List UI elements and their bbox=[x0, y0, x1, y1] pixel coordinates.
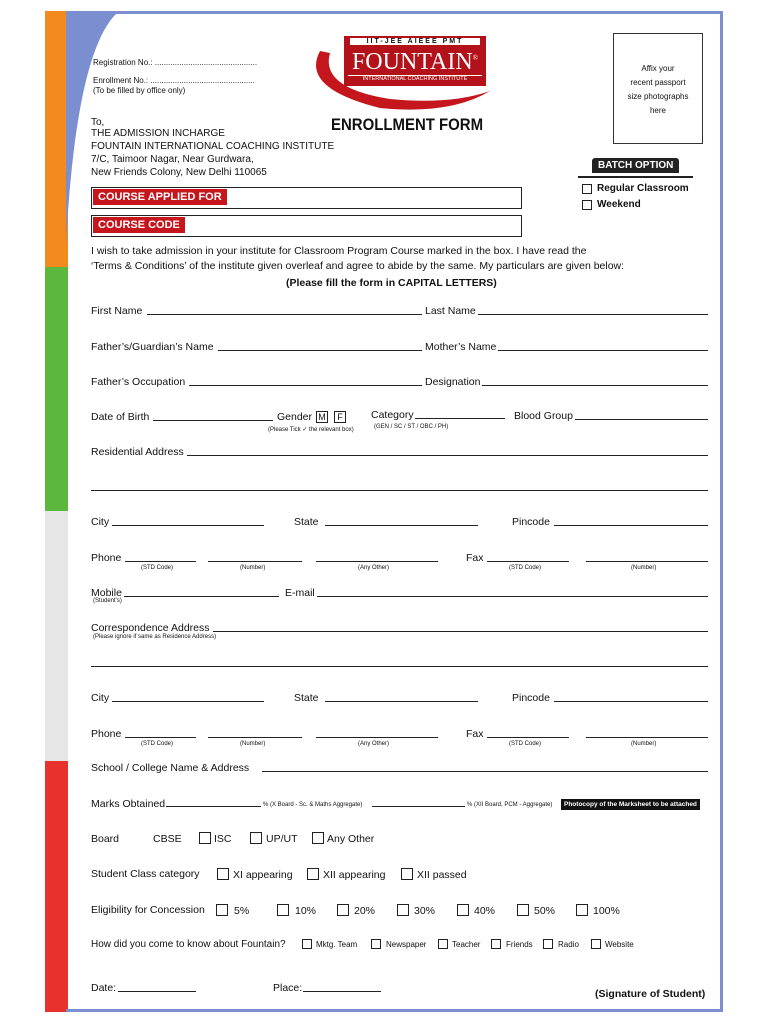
city-label: City bbox=[91, 692, 110, 704]
pincode-field-2[interactable] bbox=[554, 701, 708, 702]
place-label: Place: bbox=[273, 982, 303, 994]
std-note: (STD Code) bbox=[509, 741, 542, 747]
xii-board-note: % (XII Board, PCM - Aggregate) bbox=[467, 802, 553, 808]
gender-m-label: M bbox=[318, 412, 326, 422]
x-board-note: % (X Board - Sc. & Maths Aggregate) bbox=[263, 802, 363, 808]
xii-appearing-checkbox[interactable] bbox=[307, 868, 319, 880]
address-line: FOUNTAIN INTERNATIONAL COACHING INSTITUTE bbox=[91, 141, 335, 152]
gender-m-checkbox[interactable] bbox=[316, 411, 328, 423]
city-field-2[interactable] bbox=[112, 701, 264, 702]
first-name-field[interactable] bbox=[147, 314, 422, 315]
photo-text: recent passport bbox=[630, 78, 686, 87]
city-label: City bbox=[91, 516, 110, 528]
weekend-label: Weekend bbox=[597, 199, 641, 210]
number-note: (Number) bbox=[631, 565, 657, 571]
source-newspaper-label: Newspaper bbox=[386, 940, 427, 949]
side-bar-gray bbox=[45, 511, 68, 761]
source-newspaper-checkbox[interactable] bbox=[371, 939, 381, 949]
residential-address-field[interactable] bbox=[187, 455, 708, 456]
board-other-checkbox[interactable] bbox=[312, 832, 324, 844]
state-label: State bbox=[294, 692, 319, 704]
concession-50-checkbox[interactable] bbox=[517, 904, 529, 916]
std-note: (STD Code) bbox=[141, 565, 174, 571]
source-website-checkbox[interactable] bbox=[591, 939, 601, 949]
logo-tagline: IIT-JEE AIEEE PMT bbox=[350, 38, 480, 45]
category-note: (GEN / SC / ST / OBC / PH) bbox=[374, 424, 449, 430]
concession-100-label: 100% bbox=[593, 905, 620, 917]
xii-passed-checkbox[interactable] bbox=[401, 868, 413, 880]
any-other-note: (Any Other) bbox=[358, 741, 390, 747]
weekend-checkbox[interactable] bbox=[582, 200, 592, 210]
concession-5-checkbox[interactable] bbox=[216, 904, 228, 916]
correspondence-address-field[interactable] bbox=[213, 631, 708, 632]
registration-label: Registration No.: .............................................. bbox=[93, 58, 258, 67]
logo-name: FOUNTAIN bbox=[351, 49, 473, 75]
school-label: School / College Name & Address bbox=[91, 762, 250, 774]
marks-x-field[interactable] bbox=[166, 806, 261, 807]
concession-20-label: 20% bbox=[354, 905, 376, 917]
regular-classroom-label: Regular Classroom bbox=[597, 183, 689, 194]
std-note: (STD Code) bbox=[141, 741, 174, 747]
fax-label: Fax bbox=[466, 728, 484, 740]
source-teacher-checkbox[interactable] bbox=[438, 939, 448, 949]
source-mktg-label: Mktg. Team bbox=[316, 940, 358, 949]
category-label: Category bbox=[371, 409, 414, 421]
correspondence-note: (Please ignore if same as Residence Address) bbox=[93, 634, 217, 640]
category-field[interactable] bbox=[415, 418, 505, 419]
source-radio-label: Radio bbox=[558, 940, 579, 949]
email-label: E-mail bbox=[285, 587, 315, 599]
page-title: ENROLLMENT FORM bbox=[331, 115, 484, 134]
concession-5-label: 5% bbox=[234, 905, 250, 917]
state-field[interactable] bbox=[325, 525, 478, 526]
blood-group-field[interactable] bbox=[575, 419, 708, 420]
concession-10-label: 10% bbox=[295, 905, 317, 917]
std-note: (STD Code) bbox=[509, 565, 542, 571]
board-label: Board bbox=[91, 833, 120, 845]
address-line: New Friends Colony, New Delhi 110065 bbox=[91, 167, 267, 178]
phone-number-field[interactable] bbox=[208, 561, 302, 562]
any-other-note: (Any Other) bbox=[358, 565, 390, 571]
phone-std-field[interactable] bbox=[125, 561, 196, 562]
course-applied-label: COURSE APPLIED FOR bbox=[93, 189, 227, 205]
class-category-label: Student Class category bbox=[91, 868, 200, 880]
source-teacher-label: Teacher bbox=[452, 940, 481, 949]
board-isc-label: ISC bbox=[214, 833, 232, 845]
board-uput-label: UP/UT bbox=[266, 833, 298, 845]
mobile-label: Mobile bbox=[91, 587, 122, 599]
board-other-label: Any Other bbox=[327, 833, 375, 845]
date-label: Date: bbox=[91, 982, 117, 994]
gender-label: Gender bbox=[277, 411, 313, 423]
occupation-label: Father’s Occupation bbox=[91, 376, 186, 388]
photocopy-note: Photocopy of the Marksheet to be attached bbox=[561, 799, 700, 810]
pincode-field[interactable] bbox=[554, 525, 708, 526]
designation-label: Designation bbox=[425, 376, 481, 388]
fax-std-field-2[interactable] bbox=[487, 737, 569, 738]
xi-appearing-label: XI appearing bbox=[233, 869, 293, 881]
side-bar-orange bbox=[45, 11, 68, 267]
capitals-note: (Please fill the form in CAPITAL LETTERS) bbox=[286, 277, 497, 289]
signature-label: (Signature of Student) bbox=[595, 988, 706, 1000]
gender-f-label: F bbox=[337, 412, 343, 422]
email-field[interactable] bbox=[317, 596, 708, 597]
pincode-label: Pincode bbox=[512, 516, 550, 528]
xii-passed-label: XII passed bbox=[417, 869, 467, 881]
regular-classroom-checkbox[interactable] bbox=[582, 184, 592, 194]
photo-text: here bbox=[649, 106, 666, 115]
phone-number-field-2[interactable] bbox=[208, 737, 302, 738]
fax-std-field[interactable] bbox=[487, 561, 569, 562]
fax-label: Fax bbox=[466, 552, 484, 564]
source-mktg-checkbox[interactable] bbox=[302, 939, 312, 949]
enrollment-label: Enrollment No.: ............................................... bbox=[93, 76, 255, 85]
board-cbse-label: CBSE bbox=[153, 833, 182, 845]
concession-100-checkbox[interactable] bbox=[576, 904, 588, 916]
designation-field[interactable] bbox=[482, 385, 708, 386]
photo-text: Affix your bbox=[641, 64, 675, 73]
mother-name-label: Mother’s Name bbox=[425, 341, 497, 353]
source-friends-checkbox[interactable] bbox=[491, 939, 501, 949]
number-note: (Number) bbox=[631, 741, 657, 747]
students-note: (Student’s) bbox=[93, 598, 122, 604]
marks-label: Marks Obtained bbox=[91, 798, 166, 810]
state-field-2[interactable] bbox=[325, 701, 478, 702]
mother-name-field[interactable] bbox=[498, 350, 708, 351]
state-label: State bbox=[294, 516, 319, 528]
father-name-field[interactable] bbox=[218, 350, 422, 351]
father-name-label: Father’s/Guardian’s Name bbox=[91, 341, 214, 353]
number-note: (Number) bbox=[240, 741, 266, 747]
concession-10-checkbox[interactable] bbox=[277, 904, 289, 916]
correspondence-address-label: Correspondence Address bbox=[91, 622, 210, 634]
dob-field[interactable] bbox=[153, 420, 273, 421]
concession-30-label: 30% bbox=[414, 905, 436, 917]
source-label: How did you come to know about Fountain? bbox=[91, 939, 286, 950]
first-name-label: First Name bbox=[91, 305, 143, 317]
side-bar-green bbox=[45, 267, 68, 511]
logo bbox=[344, 36, 486, 86]
concession-40-checkbox[interactable] bbox=[457, 904, 469, 916]
marks-xii-field[interactable] bbox=[372, 806, 465, 807]
phone-other-field[interactable] bbox=[316, 561, 438, 562]
concession-50-label: 50% bbox=[534, 905, 556, 917]
city-field[interactable] bbox=[112, 525, 264, 526]
last-name-field[interactable] bbox=[478, 314, 708, 315]
place-field[interactable] bbox=[303, 991, 381, 992]
xi-appearing-checkbox[interactable] bbox=[217, 868, 229, 880]
gender-f-checkbox[interactable] bbox=[334, 411, 346, 423]
pincode-label: Pincode bbox=[512, 692, 550, 704]
xii-appearing-label: XII appearing bbox=[323, 869, 386, 881]
address-line: THE ADMISSION INCHARGE bbox=[91, 128, 225, 139]
batch-divider bbox=[578, 176, 693, 178]
fax-number-field[interactable] bbox=[586, 561, 708, 562]
logo-registered: ® bbox=[472, 54, 479, 62]
source-radio-checkbox[interactable] bbox=[543, 939, 553, 949]
phone-label: Phone bbox=[91, 728, 122, 740]
tick-note: (Please Tick ✓ the relevant box) bbox=[268, 427, 354, 433]
date-field[interactable] bbox=[118, 991, 196, 992]
phone-std-field-2[interactable] bbox=[125, 737, 196, 738]
last-name-label: Last Name bbox=[425, 305, 476, 317]
photo-text: size photographs bbox=[627, 92, 689, 101]
school-field[interactable] bbox=[262, 771, 708, 772]
photo-box bbox=[613, 33, 703, 144]
concession-label: Eligibility for Concession bbox=[91, 904, 205, 916]
logo-subtitle: INTERNATIONAL COACHING INSTITUTE bbox=[348, 75, 482, 82]
side-bar-red bbox=[45, 761, 68, 1012]
concession-30-checkbox[interactable] bbox=[397, 904, 409, 916]
number-note: (Number) bbox=[240, 565, 266, 571]
concession-20-checkbox[interactable] bbox=[337, 904, 349, 916]
dob-label: Date of Birth bbox=[91, 411, 150, 423]
to-label: To, bbox=[91, 117, 105, 128]
address-line: 7/C, Taimoor Nagar, Near Gurdwara, bbox=[91, 154, 254, 165]
occupation-field[interactable] bbox=[189, 385, 422, 386]
phone-other-field-2[interactable] bbox=[316, 737, 438, 738]
fax-number-field-2[interactable] bbox=[586, 737, 708, 738]
blood-group-label: Blood Group bbox=[514, 410, 573, 422]
intro-text: I wish to take admission in your institute for Classroom Program Course marked in the box. I have read the bbox=[91, 245, 587, 257]
residential-address-label: Residential Address bbox=[91, 446, 184, 458]
board-uput-checkbox[interactable] bbox=[250, 832, 262, 844]
intro-text: ‘Terms & Conditions’ of the institute given overleaf and agree to abide by the same. My particulars are given below: bbox=[91, 260, 625, 272]
residential-address-field-2[interactable] bbox=[91, 490, 708, 491]
office-note: (To be filled by office only) bbox=[93, 86, 186, 95]
concession-40-label: 40% bbox=[474, 905, 496, 917]
mobile-field[interactable] bbox=[124, 596, 279, 597]
source-website-label: Website bbox=[605, 940, 634, 949]
phone-label: Phone bbox=[91, 552, 122, 564]
source-friends-label: Friends bbox=[506, 940, 533, 949]
board-isc-checkbox[interactable] bbox=[199, 832, 211, 844]
course-code-label: COURSE CODE bbox=[93, 217, 185, 233]
batch-option-title: BATCH OPTION bbox=[592, 158, 679, 173]
correspondence-address-field-2[interactable] bbox=[91, 666, 708, 667]
